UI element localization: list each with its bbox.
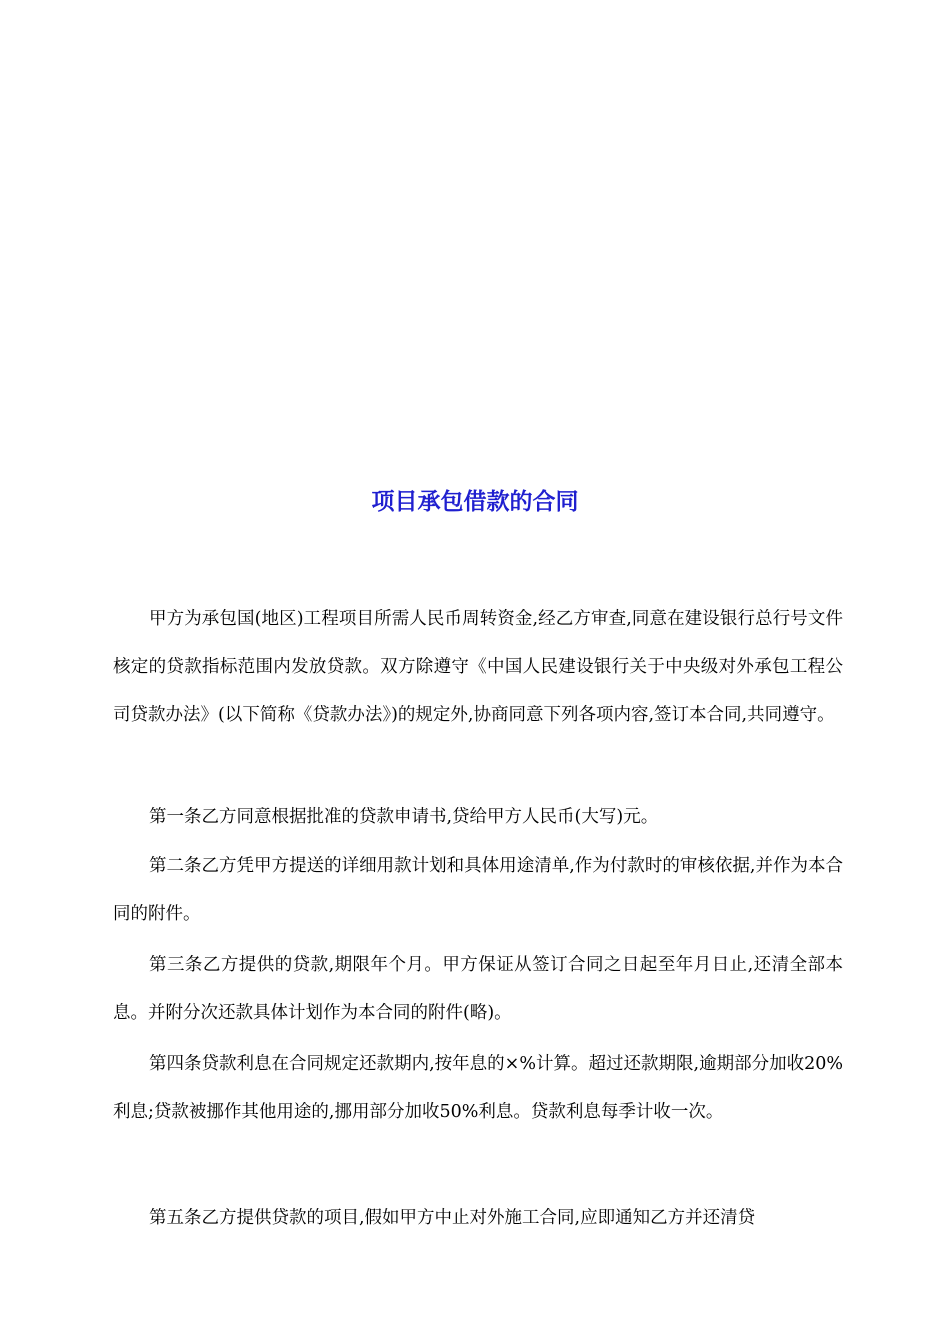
article-4-paragraph: 第四条贷款利息在合同规定还款期内,按年息的×%计算。超过还款期限,逾期部分加收20%利息;贷款被挪作其他用途的,挪用部分加收50%利息。贷款利息每季计收一次。 [113, 1054, 843, 1122]
article-1-paragraph: 第一条乙方同意根据批准的贷款申请书,贷给甲方人民币(大写)元。 [149, 807, 659, 827]
document-title: 项目承包借款的合同 [371, 489, 579, 515]
article-2-paragraph: 第二条乙方凭甲方提送的详细用款计划和具体用途清单,作为付款时的审核依据,并作为本合同的附件。 [113, 856, 843, 924]
article-3-paragraph: 第三条乙方提供的贷款,期限年个月。甲方保证从签订合同之日起至年月日止,还清全部本息。并附分次还款具体计划作为本合同的附件(略)。 [113, 955, 843, 1023]
preamble-paragraph: 甲方为承包国(地区)工程项目所需人民币周转资金,经乙方审查,同意在建设银行总行号文件核定的贷款指标范围内发放贷款。双方除遵守《中国人民建设银行关于中央级对外承包工程公司贷款办法》(以下简称《贷款办法》)的规定外,协商同意下列各项内容,签订本合同,共同遵守。 [113, 609, 843, 725]
article-5-paragraph: 第五条乙方提供贷款的项目,假如甲方中止对外施工合同,应即通知乙方并还清贷 [149, 1208, 756, 1228]
